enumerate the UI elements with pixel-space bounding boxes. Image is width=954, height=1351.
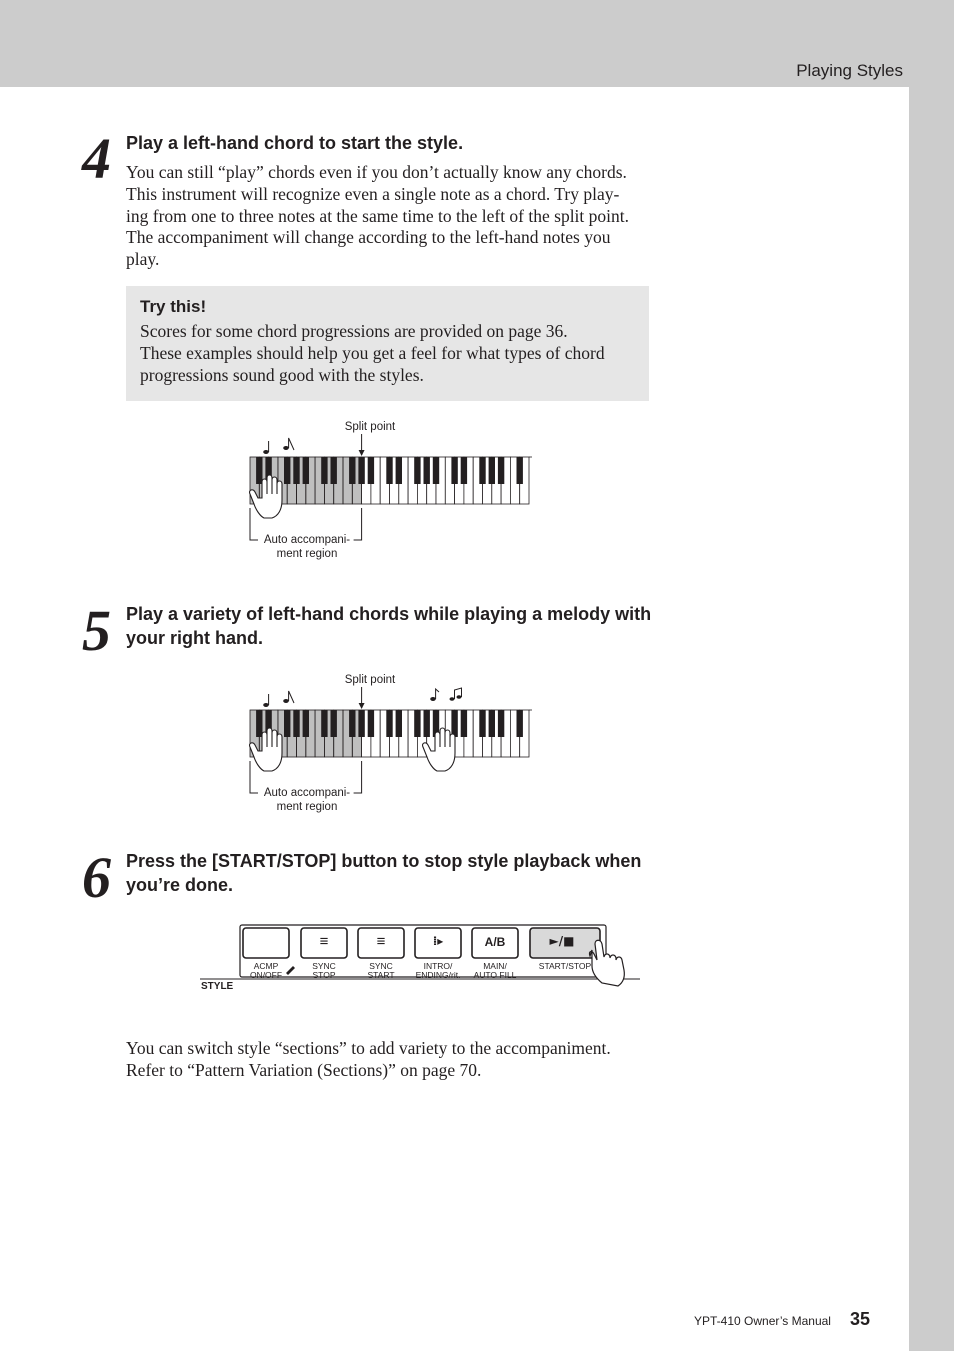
try-this-box <box>126 286 649 401</box>
black-key <box>284 710 290 737</box>
keyboard-diagram-left-hand <box>240 420 540 570</box>
style-group-label: STYLE <box>201 981 234 992</box>
body-line: The accompaniment will change according to the left-hand notes you <box>126 227 611 248</box>
black-key <box>433 457 439 484</box>
step-number-5: 5 <box>82 598 111 663</box>
sync-start-icon: ≡ <box>376 933 386 950</box>
auto-accompaniment-region-label: Auto accompani- ment region <box>263 534 351 560</box>
start-stop-label: START/STOP <box>538 961 592 971</box>
arrow-head <box>359 450 365 456</box>
tip-line: Scores for some chord progressions are provided on page 36. <box>140 321 568 341</box>
black-key <box>396 457 402 484</box>
step-4-body <box>126 162 666 271</box>
black-key <box>489 710 495 737</box>
black-key <box>451 457 457 484</box>
black-key <box>358 710 364 737</box>
body-line: Refer to “Pattern Variation (Sections)” on page 70. <box>126 1059 482 1080</box>
black-key <box>479 457 485 484</box>
black-key <box>303 457 309 484</box>
step-number-4: 4 <box>82 126 111 191</box>
body-line: play. <box>126 249 160 270</box>
black-key <box>498 457 504 484</box>
black-key <box>293 457 299 484</box>
black-key <box>451 710 457 737</box>
acmp-button[interactable] <box>243 928 289 958</box>
black-key <box>414 457 420 484</box>
split-point-label: Split point <box>344 421 396 433</box>
black-key <box>284 457 290 484</box>
play-stop-icon: ►/■ <box>549 934 575 948</box>
footer-manual-title: YPT-410 Owner’s Manual <box>694 1314 831 1328</box>
black-key <box>321 457 327 484</box>
closing-paragraph <box>126 1038 666 1082</box>
panel-frame <box>200 920 640 1000</box>
black-key <box>396 710 402 737</box>
sync-start-label: SYNC START <box>367 961 395 980</box>
music-note-icon <box>430 688 461 701</box>
black-key <box>386 457 392 484</box>
black-key <box>321 710 327 737</box>
black-key <box>517 710 523 737</box>
black-key <box>256 710 262 737</box>
tip-line: These examples should help you get a feel for what types of chord <box>140 343 605 363</box>
step-6-heading: Press the [START/STOP] button to stop style playback when you’re done. <box>126 851 642 895</box>
black-key <box>256 457 262 484</box>
black-key <box>331 710 337 737</box>
sync-stop-icon: ≡ <box>319 933 329 950</box>
black-key <box>489 457 495 484</box>
auto-accompaniment-region-label: Auto accompani- ment region <box>263 787 351 813</box>
black-key <box>498 710 504 737</box>
black-key <box>349 710 355 737</box>
body-line: ing from one to three notes at the same time to the left of the split point. <box>126 205 630 226</box>
arrow-head <box>359 703 365 709</box>
black-key <box>424 710 430 737</box>
black-key <box>293 710 299 737</box>
body-line: You can still “play” chords even if you don’t actually know any chords. <box>126 162 627 182</box>
music-note-icon <box>263 438 294 454</box>
black-key <box>517 457 523 484</box>
step-4-heading: Play a left-hand chord to start the style. <box>126 133 464 153</box>
style-control-panel <box>200 920 640 1000</box>
black-key <box>358 457 364 484</box>
intro-ending-icon: ⁞▸ <box>432 934 444 948</box>
black-key <box>349 457 355 484</box>
step-number-6: 6 <box>82 845 111 910</box>
keyboard-diagram-both-hands <box>240 673 540 823</box>
black-key <box>414 710 420 737</box>
tip-title: Try this! <box>140 297 207 316</box>
body-line: You can switch style “sections” to add variety to the accompaniment. <box>126 1038 611 1058</box>
black-key <box>368 710 374 737</box>
main-autofill-label: MAIN/ AUTO FILL <box>473 961 517 980</box>
black-key <box>368 457 374 484</box>
page-number: 35 <box>850 1309 871 1329</box>
step-5-heading: Play a variety of left-hand chords while playing a melody with your right hand. <box>126 604 652 648</box>
black-key <box>331 457 337 484</box>
body-line: This instrument will recognize even a single note as a chord. Try play- <box>126 183 620 204</box>
black-key <box>461 710 467 737</box>
ab-label: A/B <box>484 935 506 949</box>
black-key <box>424 457 430 484</box>
section-title: Playing Styles <box>796 61 903 80</box>
sync-stop-label: SYNC STOP <box>312 961 336 980</box>
intro-ending-label: INTRO/ ENDING/rit. <box>415 961 461 980</box>
music-note-icon <box>263 691 294 707</box>
split-point-label: Split point <box>344 674 396 686</box>
black-key <box>461 457 467 484</box>
black-key <box>479 710 485 737</box>
black-key <box>386 710 392 737</box>
black-key <box>303 710 309 737</box>
side-band <box>909 87 954 1351</box>
acmp-label: ACMP ON/OFF <box>249 961 283 980</box>
tip-line: progressions sound good with the styles. <box>140 365 424 385</box>
